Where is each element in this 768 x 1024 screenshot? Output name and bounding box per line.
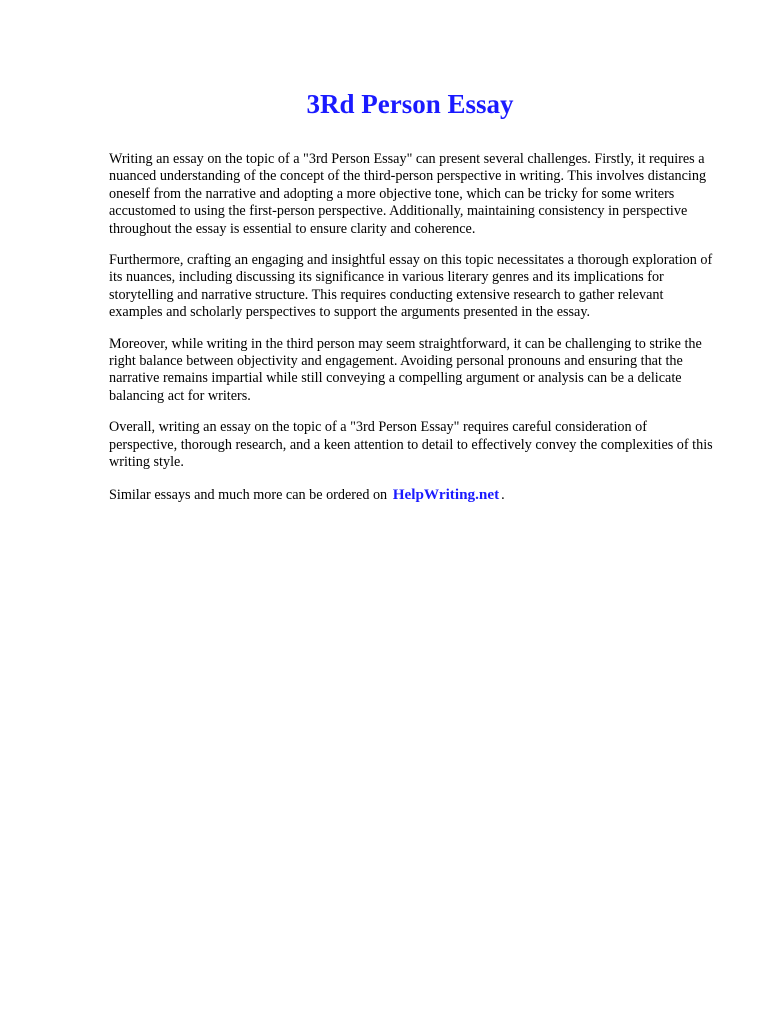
- paragraph-1: Writing an essay on the topic of a "3rd Person Essay" can present several challenges. Firstly, it requires a nuanced understanding of the concept of the third-person perspective in writing. This involves distancing oneself from the narrative and adopting a more objective tone, which can be tricky for some writers accustomed to using the first-person perspective. Additionally, maintaining consistency in perspective throughout the essay is essential to ensure clarity and coherence.: [109, 151, 707, 237]
- helpwriting-link[interactable]: HelpWriting.net: [392, 485, 500, 503]
- paragraph-2: Furthermore, crafting an engaging and insightful essay on this topic necessitates a thorough exploration of its nuances, including discussing its significance in various literary genres and its implications for storytelling and narrative structure. This requires conducting extensive research to gather relevant examples and scholarly perspectives to support the arguments presented in the essay.: [109, 252, 713, 321]
- promo-period: .: [501, 486, 505, 503]
- document-body: [109, 151, 713, 504]
- paragraph-3: Moreover, while writing in the third person may seem straightforward, it can be challenging to strike the right balance between objectivity and engagement. Avoiding personal pronouns and ensuring that the narrative remains impartial while still conveying a compelling argument or analysis can be a delicate balancing act for writers.: [109, 335, 702, 404]
- promo-line: [109, 486, 713, 504]
- promo-text: Similar essays and much more can be ordered on: [109, 486, 388, 503]
- document-title: 3Rd Person Essay: [306, 89, 514, 119]
- paragraph-4: Overall, writing an essay on the topic of a "3rd Person Essay" requires careful consideration of perspective, thorough research, and a keen attention to detail to effectively convey the complexities of this writing style.: [109, 419, 713, 471]
